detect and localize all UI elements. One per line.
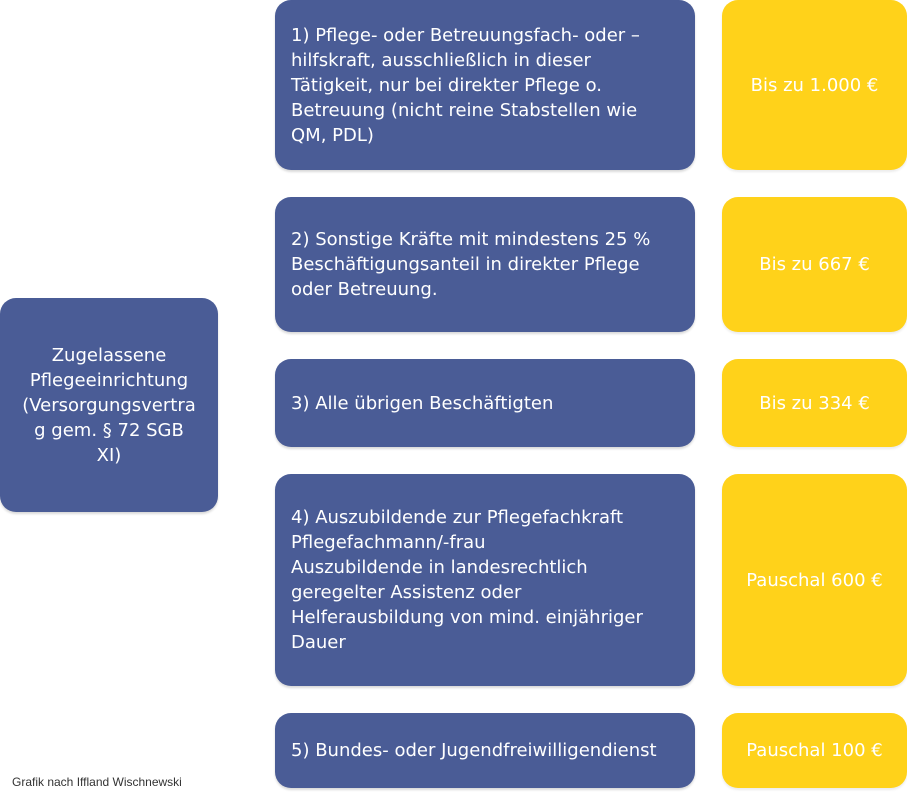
amount-box-5: Pauschal 100 € — [722, 713, 907, 788]
category-box-5: 5) Bundes- oder Jugendfreiwilligendienst — [275, 713, 695, 788]
category-box-2: 2) Sonstige Kräfte mit mindestens 25 % Beschäftigungsanteil in direkter Pflege oder Betreuung. — [275, 197, 695, 332]
amount-box-4: Pauschal 600 € — [722, 474, 907, 686]
credit-text: Grafik nach Iffland Wischnewski — [12, 775, 182, 789]
amount-box-3: Bis zu 334 € — [722, 359, 907, 447]
category-box-3: 3) Alle übrigen Beschäftigten — [275, 359, 695, 447]
category-box-1: 1) Pflege- oder Betreuungsfach- oder – hilfskraft, ausschließlich in dieser Tätigkeit, nur bei direkter Pflege o. Betreuung (nicht reine Stabstellen wie QM, PDL) — [275, 0, 695, 170]
amount-box-1: Bis zu 1.000 € — [722, 0, 907, 170]
amount-box-2: Bis zu 667 € — [722, 197, 907, 332]
category-box-4: 4) Auszubildende zur Pflegefachkraft Pflegefachmann/-frau Auszubildende in landesrechtlich geregelter Assistenz oder Helferausbildung von mind. einjähriger Dauer — [275, 474, 695, 686]
facility-box: Zugelassene Pflegeeinrichtung (Versorgungsvertra g gem. § 72 SGB XI) — [0, 298, 218, 512]
